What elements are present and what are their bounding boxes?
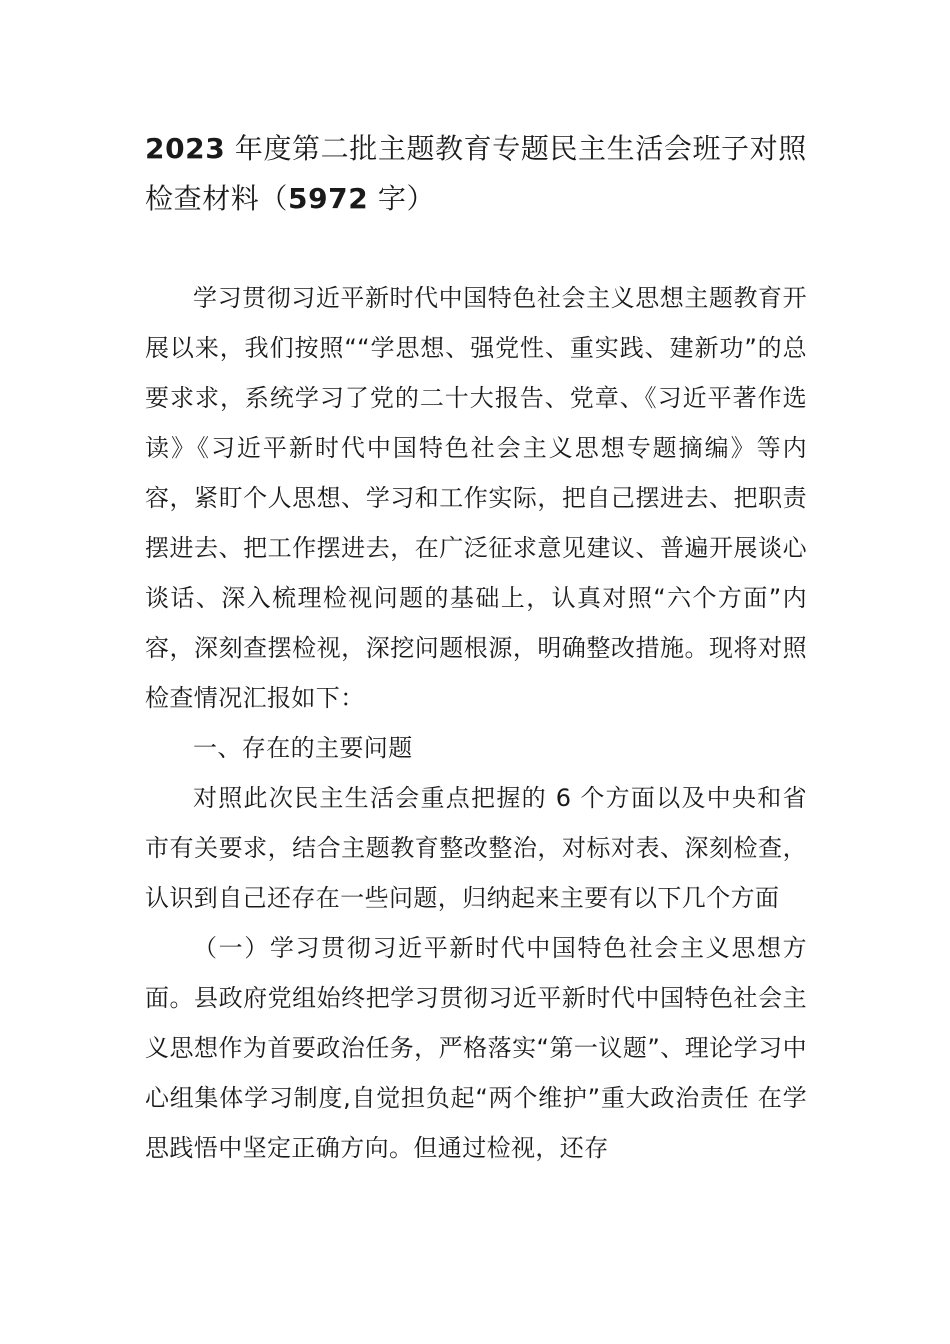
document-title: [145, 124, 807, 224]
subsection-one-paragraph: （一）学习贯彻习近平新时代中国特色社会主义思想方面。县政府党组始终把学习贯彻习近平新时代中国特色社会主义思想作为首要政治任务，严格落实“第一议题”、理论学习中心组集体学习制度,自觉担负起“两个维护”重大政治责任 在学思践悟中坚定正确方向。但通过检视，还存: [145, 934, 807, 1162]
title-text-end: 字）: [368, 182, 436, 215]
document-body: [145, 273, 807, 1173]
intro-paragraph: 学习贯彻习近平新时代中国特色社会主义思想主题教育开展以来，我们按照““学思想、强党性、重实践、建新功”的总要求求，系统学习了党的二十大报告、党章、《习近平著作选读》《习近平新时代中国特色社会主义思想专题摘编》等内容，紧盯个人思想、学习和工作实际，把自己摆进去、把职责摆进去、把工作摆进去，在广泛征求意见建议、普遍开展谈心谈话、深入梳理检视问题的基础上，认真对照“六个方面”内容，深刻查摆检视，深挖问题根源，明确整改措施。现将对照检查情况汇报如下：: [145, 284, 807, 712]
document-page: [145, 124, 807, 1173]
section-heading-problems: 一、存在的主要问题: [193, 734, 413, 762]
title-text: 年度第二批主题教育专题民主生活会班子对照检查材料（: [145, 132, 807, 215]
title-year: 2023: [145, 132, 226, 165]
title-word-count: 5972: [288, 182, 369, 215]
problems-intro-paragraph: 对照此次民主生活会重点把握的 6 个方面以及中央和省市有关要求，结合主题教育整改整治，对标对表、深刻检查，认识到自己还存在一些问题，归纳起来主要有以下几个方面: [145, 784, 807, 912]
